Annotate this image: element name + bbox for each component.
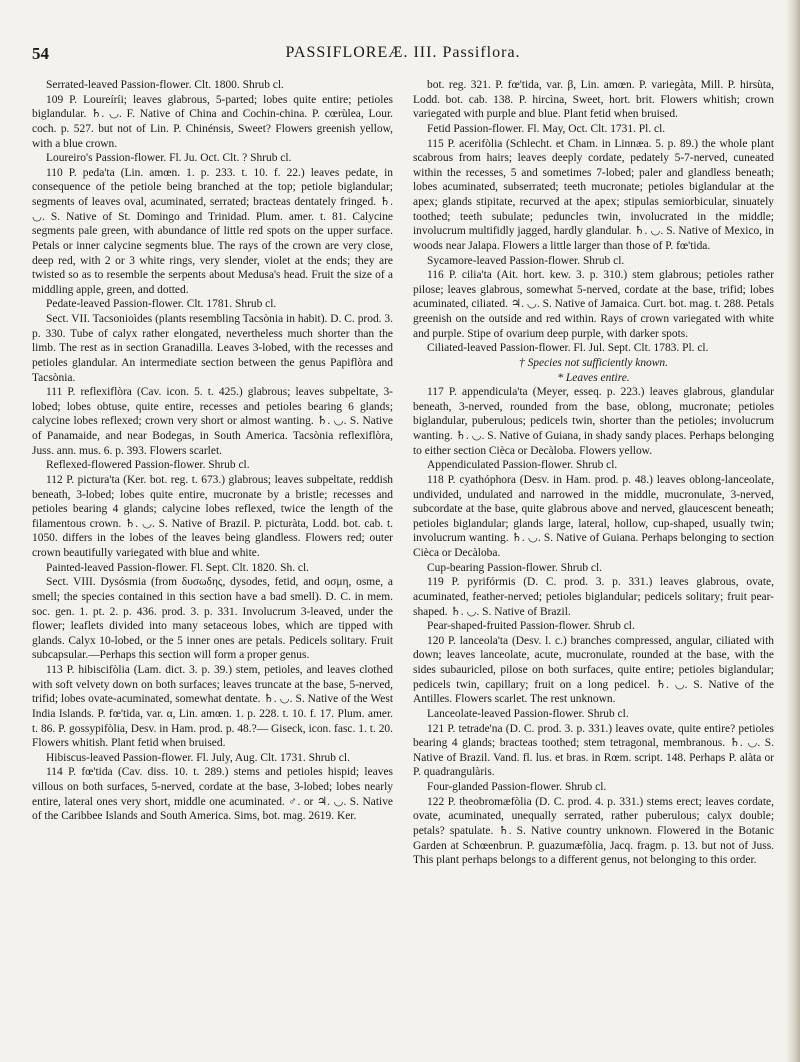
paragraph-r5: 116 P. cilia'ta (Ait. hort. kew. 3. p. 310.) stem glabrous; petioles rather pilose; leaves glabrous, somewhat 5-nerved, cordate at the base, trifid; lobes acuminated, ciliated. ♃. ◡. S. Native of Jamaica. Curt. bot. mag. t. 288. Petals greenish on the outside and red within. Rays of crown variegated with white and purple. Stipe of ovarium deep purple, with darker spots. xyxy=(413,269,774,340)
page-edge-shadow xyxy=(786,0,800,1062)
paragraph-l1: Serrated-leaved Passion-flower. Clt. 1800. Shrub cl. xyxy=(46,79,284,91)
paragraph-r11: 118 P. cyathóphora (Desv. in Ham. prod. p. 48.) leaves oblong-lanceolate, undivided, undulated and narrowed in the middle, mucronulate, 3-nerved, subcordate at the base, quite glabrous above and nerved, glaucescent beneath; petioles biglandular; glands large, lateral, hollow, cup-shaped, usually twin; involucrum wanting. ♄. ◡. S. Native of Guiana. Perhaps belonging to section Cièca or Decàloba. xyxy=(413,473,774,559)
paragraph-l13: Hibiscus-leaved Passion-flower. Fl. July, Aug. Clt. 1731. Shrub cl. xyxy=(46,751,350,764)
paragraph-r4: Sycamore-leaved Passion-flower. Shrub cl. xyxy=(427,254,625,267)
paragraph-l4: 110 P. peda'ta (Lin. amœn. 1. p. 233. t. 10. f. 22.) leaves pedate, in consequence of the petiole being branched at the top; petiole biglandular; segments of leaves oval, acuminated, serrated; bracteas dentately fringed. ♄. ◡. S. Native of St. Domingo and Trinidad. Plum. amer. t. 81. Calycine segments pale green, with abundance of little red spots on the upper surface. Petals or inner calycine segments blue. The rays of the crown are very close, deep red, with 2 or 3 white rings, very slender, violet at the ends; they are twisted so as to resemble the serpents about Medusa's head. Fruit the size of a middling apple, green, and dotted. xyxy=(32,166,393,296)
paragraph-r12: Cup-bearing Passion-flower. Shrub cl. xyxy=(427,561,603,574)
right-column xyxy=(413,78,774,868)
paragraph-l9: 112 P. pictura'ta (Ker. bot. reg. t. 673.) glabrous; leaves subpeltate, reddish beneath, 3-lobed; lobes quite entire, mucronate by a bristle; recesses and petioles bearing 4 glands; calycine lobes reflexed, twice the length of the filamentous crown. ♄. ◡. S. Native of Brazil. P. picturàta, Lodd. bot. cab. t. 1050. differs in the lobes of the leaves being glandless. Flowers red; outer crown beautifully variegated with blue and white. xyxy=(32,473,393,559)
page-number: 54 xyxy=(32,44,49,63)
paragraph-r9: 117 P. appendicula'ta (Meyer, esseq. p. 223.) leaves glabrous, glandular beneath, 3-nerved, rounded from the base, oblong, mucronate; petioles biglandular, puberulous; pedicels twin, shorter than the petioles; involucrum wanting. ♄. ◡. S. Native of Guiana, in shady sandy places. Perhaps belonging to either section Cièca or Decàloba. Flowers yellow. xyxy=(413,386,774,457)
paragraph-l8: Reflexed-flowered Passion-flower. Shrub cl. xyxy=(46,459,250,472)
paragraph-r6: Ciliated-leaved Passion-flower. Fl. Jul. Sept. Clt. 1783. Pl. cl. xyxy=(427,342,709,355)
paragraph-l6: Sect. VII. Tacsonioìdes (plants resembling Tacsònia in habit). D. C. prod. 3. p. 330. Tube of calyx rather elongated, nevertheless much shorter than the limb. The rest as in section Granadilla. Leaves 3-lobed, with the recesses and petioles glandular. An intermediate section between the genus Papiflòra and Tacsònia. xyxy=(32,313,393,384)
paragraph-r18: Four-glanded Passion-flower. Shrub cl. xyxy=(427,781,607,793)
paragraph-l14: 114 P. fœ'tida (Cav. diss. 10. t. 289.) stems and petioles hispid; leaves villous on both surfaces, 5-nerved, cordate at the base, 3-lobed; lobes nearly entire, lateral ones very short, middle one acuminated. ♂. or ♃. ◡. S. Native of the Caribbee Islands and South America. Sims, bot. mag. 2619. Ker. xyxy=(32,766,393,823)
paragraph-r3: 115 P. acerifòlia (Schlecht. et Cham. in Linnæa. 5. p. 89.) the whole plant scabrous from hairs; leaves deeply cordate, pedately 5-7-nerved, cuneated within the recesses, 5 and sometimes 7-lobed; paler and glandless beneath; lobes acuminated, subserrated; teeth mucronate; petioles biglandular at the apex; glands stipitate, recurved at the apex; stipulas semiorbicular, sinuately toothed; teeth subulate; peduncles twin, involucrated in the middle; involucrum multifidly jagged, hardly glandular. ♄. ◡. S. Native of Mexico, in woods near Jalapa. Flowers a little larger than those of P. fœ'tida. xyxy=(413,137,774,252)
paragraph-r17: 121 P. tetrade'na (D. C. prod. 3. p. 331.) leaves ovate, quite entire? petioles bearing 4 glands; bracteas toothed; stem tetragonal, membranous. ♄. ◡. S. Native of Brazil. Vand. fl. lus. et bras. in Rœm. script. 148. Perhaps P. alàta or P. quadrangulàris. xyxy=(413,722,774,779)
paragraph-r19: 122 P. theobromæfòlia (D. C. prod. 4. p. 331.) stems erect; leaves cordate, ovate, acuminated, unequally serrated, rather puberulous; calyx double; petals? spatulate. ♄. S. Native country unknown. Flowered in the Botanic Garden at Schœenbrun. P. guazumæfòlia, Jacq. fragm. p. 13. but not of Juss. This plant perhaps belongs to a different genus, not belonging to this order. xyxy=(413,795,774,867)
paragraph-l2: 109 P. Loureíríi; leaves glabrous, 5-parted; lobes quite entire; petioles biglandular. ♄. ◡. F. Native of China and Cochin-china. P. cœrùlea, Lour. coch. p. 527. but not of Lin. P. Chinénsis, Sweet? Flowers greenish yellow, with a blue crown. xyxy=(32,93,393,150)
paragraph-r13: 119 P. pyrifórmis (D. C. prod. 3. p. 331.) leaves glabrous, ovate, acuminated, feather-nerved; petioles biglandular; pedicels solitary; fruit pear-shaped. ♄. ◡. S. Native of Brazil. xyxy=(413,576,774,618)
paragraph-r14: Pear-shaped-fruited Passion-flower. Shrub cl. xyxy=(427,620,635,633)
running-head: PASSIFLOREÆ. III. Passiflora. xyxy=(285,44,521,61)
paragraph-l7: 111 P. reflexiflòra (Cav. icon. 5. t. 425.) glabrous; leaves subpeltate, 3-lobed; lobes obtuse, quite entire, recesses and petioles bearing 6 glands; calycine lobes reflexed; crown very short or almost wanting. ♄. ◡. S. Native of Panamaide, and near Bodegas, in South America. Tacsònia reflexiflòra, Juss. ann. mus. 6. p. 393. Flowers scarlet. xyxy=(32,386,393,457)
paragraph-r15: 120 P. lanceola'ta (Desv. l. c.) branches compressed, angular, ciliated with down; leaves lanceolate, acute, mucronulate, rounded at the base, with the sides subauricled, pilose on both surfaces, quite entire; petioles biglandular; pedicels twin, capillary; fruit on a long pedicel. ♄. ◡. S. Native of the Antilles. Flowers scarlet. The rest unknown. xyxy=(413,634,774,706)
paragraph-r16: Lanceolate-leaved Passion-flower. Shrub cl. xyxy=(427,707,629,720)
running-header xyxy=(32,44,774,68)
text-columns xyxy=(32,78,774,868)
paragraph-l5: Pedate-leaved Passion-flower. Clt. 1781. Shrub cl. xyxy=(46,298,277,311)
paragraph-r1: bot. reg. 321. P. fœ'tida, var. β, Lin. amœn. P. variegàta, Mill. P. hirsùta, Lodd. bot. cab. 138. P. hircìna, Sweet, hort. brit. Flowers whitish; crown variegated with purple and blue. Plant fetid when bruised. xyxy=(413,79,774,121)
left-column xyxy=(32,78,393,868)
paragraph-r8: * Leaves entire. xyxy=(557,371,630,384)
paragraph-l11: Sect. VIII. Dysósmia (from δυσωδης, dysodes, fetid, and οσμη, osme, a smell; the species contained in this section have a bad smell). D. C. in mem. soc. gen. 1. pt. 2. p. 436. prod. 3. p. 331. Involucrum 3-leaved, under the flower; leaflets divided into many setaceous lobes, which are tipped with glands. Calyx 10-lobed, or the 5 inner ones are petals. Pedicels solitary. Fruit subcapsular.—Perhaps this section will form a proper genus. xyxy=(32,576,393,662)
paragraph-l3: Loureiro's Passion-flower. Fl. Ju. Oct. Clt. ? Shrub cl. xyxy=(46,152,292,165)
paragraph-l10: Painted-leaved Passion-flower. Fl. Sept. Clt. 1820. Sh. cl. xyxy=(46,561,310,574)
paragraph-r2: Fetid Passion-flower. Fl. May, Oct. Clt. 1731. Pl. cl. xyxy=(427,122,666,135)
paragraph-r7: † Species not sufficiently known. xyxy=(519,356,668,369)
paragraph-r10: Appendiculated Passion-flower. Shrub cl. xyxy=(427,459,618,472)
paragraph-l12: 113 P. hibiscifòlia (Lam. dict. 3. p. 39.) stem, petioles, and leaves clothed with soft velvety down on both surfaces; leaves truncate at the base, 5-nerved, trifid; lobes ovate-acuminated, somewhat dentate. ♄. ◡. S. Native of the West India Islands. P. fœ'tida, var. α, Lin. amœn. 1. p. 228. t. 10. f. 17. Plum. amer. t. 86. P. gossypifòlia, Desv. in Ham. prod. p. 48.?— Giseck, icon. fasc. 1. t. 20. Flowers whitish. Plant fetid when bruised. xyxy=(32,664,393,750)
